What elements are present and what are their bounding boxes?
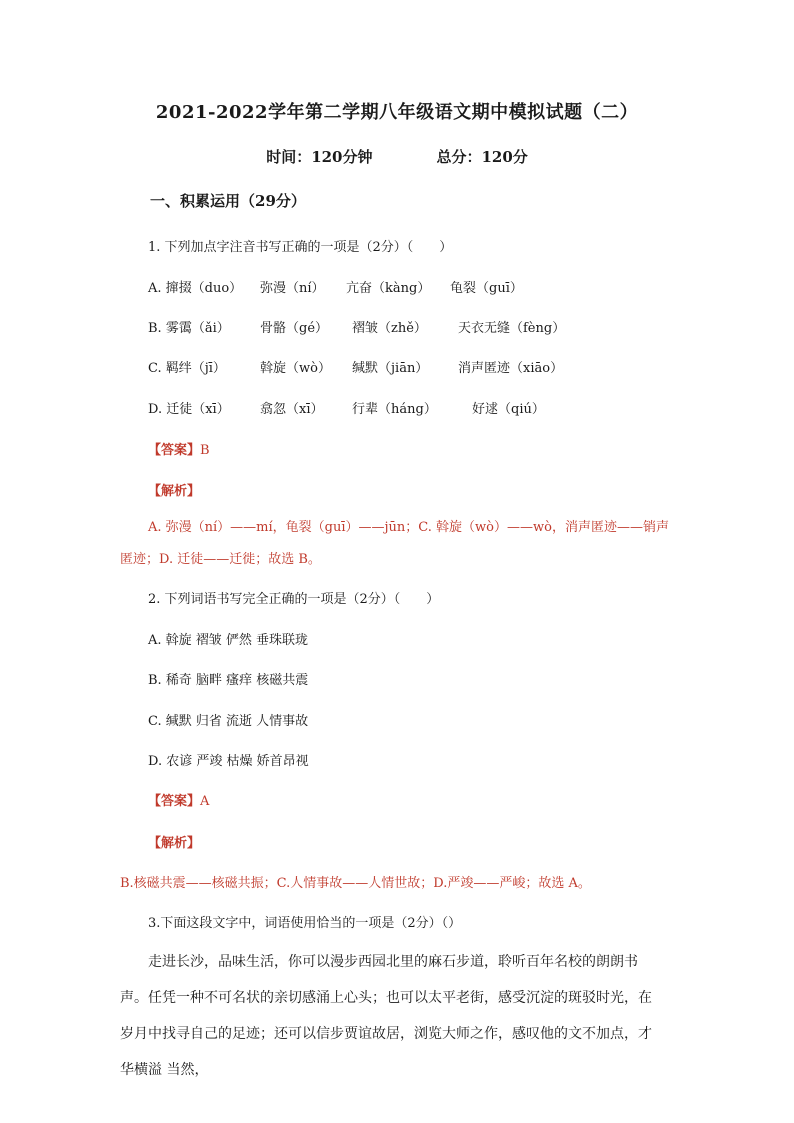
question-2-analysis-tag: 【解析】 — [148, 836, 201, 851]
question-2-option-d: D. 农谚 严竣 枯燥 娇首昂视 — [148, 754, 309, 769]
question-1-analysis-tag: 【解析】 — [148, 484, 201, 499]
question-1-option-b: B. 雾霭（ǎi） 骨骼（gé） 褶皱（zhě） 天衣无缝（fèng） — [148, 321, 566, 336]
question-1-option-c: C. 羁绊（jī） 斡旋（wò） 缄默（jiān） 消声匿迹（xiāo） — [148, 361, 564, 376]
section-heading: 一、积累运用（29分） — [150, 192, 306, 210]
question-3-stem: 3.下面这段文字中，词语使用恰当的一项是（2分）（） — [148, 916, 462, 931]
exam-title: 2021-2022学年第二学期八年级语文期中模拟试题（二） — [155, 102, 639, 123]
question-2-option-b: B. 稀奇 脑畔 瘙痒 核磁共震 — [148, 673, 309, 688]
question-1-option-d: D. 迁徒（xī） 翕忽（xī） 行辈（háng） 好逑（qiú） — [148, 402, 545, 417]
question-2-stem: 2. 下列词语书写完全正确的一项是（2分）（ ） — [148, 592, 440, 607]
question-1-stem: 1. 下列加点字注音书写正确的一项是（2分）（ ） — [148, 240, 453, 255]
question-3-passage: 走进长沙，品味生活，你可以漫步西园北里的麻石步道，聆听百年名校的朗朗书声。任凭一种不可名状的亲切感涌上心头；也可以太平老街，感受沉淀的斑驳时光，在岁月中找寻自己的足迹；还可以信步贾谊故居，浏览大师之作，感叹他的文不加点，才华横溢 当然， — [120, 954, 652, 1078]
question-2-answer: 【答案】A — [148, 794, 210, 809]
question-2-option-a: A. 斡旋 褶皱 俨然 垂珠联珑 — [148, 633, 309, 648]
score-label: 总分：120分 — [436, 148, 528, 166]
question-1-analysis: A. 弥漫（ní）——mí，龟裂（guī）——jūn；C. 斡旋（wò）——wò，消声匿迹——销声匿迹；D. 迁徒——迁徙；故选 B。 — [120, 520, 669, 567]
question-1-option-a: A. 撺掇（duo） 弥漫（ní） 亢奋（kàng） 龟裂（guī） — [148, 281, 523, 296]
time-label: 时间：120分钟 — [266, 148, 373, 166]
exam-info — [0, 146, 794, 167]
question-2-analysis: B.核磁共震——核磁共振；C.人情事故——人情世故；D.严竣——严峻；故选 A。 — [120, 876, 591, 891]
question-1-answer: 【答案】B — [148, 443, 210, 458]
question-2-option-c: C. 缄默 归省 流逝 人情事故 — [148, 714, 309, 729]
